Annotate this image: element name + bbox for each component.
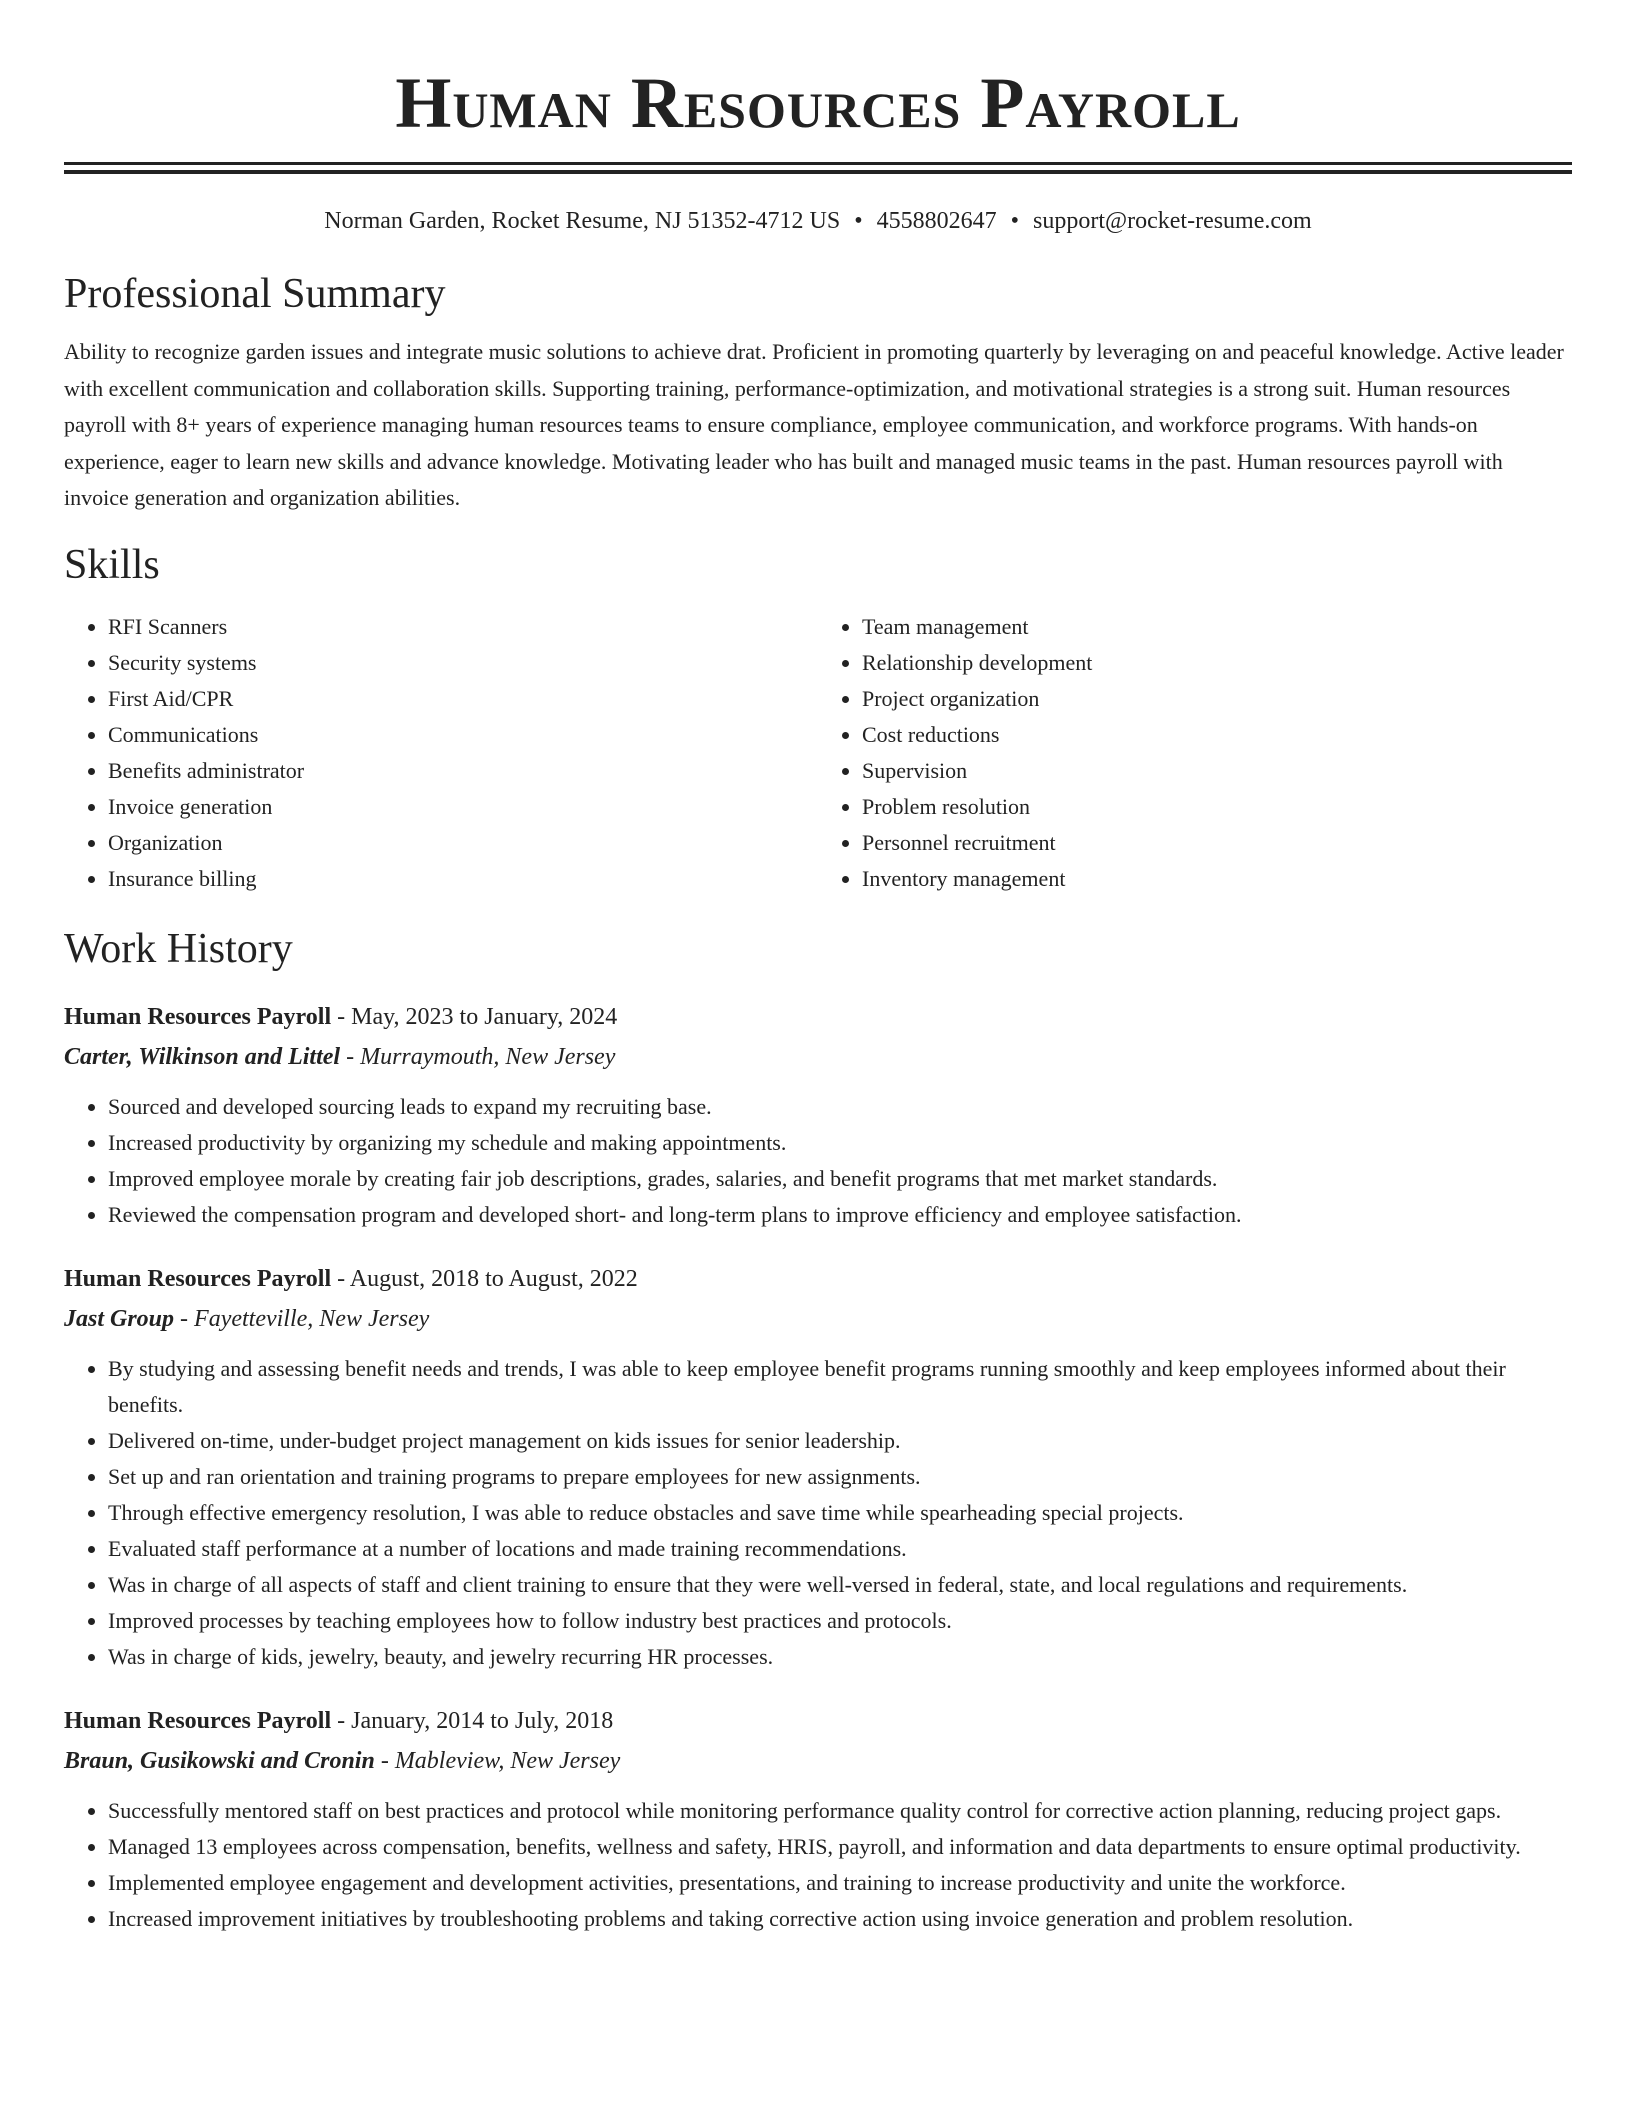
job-dates: May, 2023 to January, 2024 xyxy=(351,1003,618,1030)
job-entry xyxy=(64,997,1572,1233)
job-title-line xyxy=(64,1701,1572,1741)
skills-list-left xyxy=(64,609,818,897)
candidate-name: Human Resources Payroll xyxy=(395,63,1241,143)
job-title: Human Resources Payroll xyxy=(64,1265,332,1292)
skill-item: • Team management xyxy=(862,609,1572,645)
work-history-heading: Work History xyxy=(64,925,293,972)
resume-page xyxy=(64,0,1572,1937)
job-bullet: • Delivered on-time, under-budget project management on kids issues for senior leadership. xyxy=(108,1423,1572,1459)
skills-heading: Skills xyxy=(64,541,160,588)
skill-item: • First Aid/CPR xyxy=(108,681,818,717)
contact-email: support@rocket-resume.com xyxy=(1033,208,1312,234)
job-company: Carter, Wilkinson and Littel xyxy=(64,1043,341,1070)
job-title: Human Resources Payroll xyxy=(64,1707,332,1734)
skill-item: • Inventory management xyxy=(862,861,1572,897)
job-bullet: • Was in charge of all aspects of staff and client training to ensure that they were well-versed in federal, state, and local regulations and requirements. xyxy=(108,1567,1572,1603)
job-bullet: • Reviewed the compensation program and developed short- and long-term plans to improve efficiency and employee satisfaction. xyxy=(108,1197,1572,1233)
job-bullet: • Sourced and developed sourcing leads to expand my recruiting base. xyxy=(108,1089,1572,1125)
job-dates: January, 2014 to July, 2018 xyxy=(351,1707,614,1734)
job-bullet: • Successfully mentored staff on best practices and protocol while monitoring performance quality control for corrective action planning, reducing project gaps. xyxy=(108,1793,1572,1829)
dash-separator: - xyxy=(331,1003,352,1030)
job-location: Fayetteville, New Jersey xyxy=(194,1305,430,1332)
skill-item: • RFI Scanners xyxy=(108,609,818,645)
skill-item: • Organization xyxy=(108,825,818,861)
job-bullet: • Improved processes by teaching employees how to follow industry best practices and protocols. xyxy=(108,1603,1572,1639)
job-title-line xyxy=(64,997,1572,1037)
skills-list-right xyxy=(818,609,1572,897)
header-divider-bottom xyxy=(64,170,1572,174)
job-company-line xyxy=(64,1741,1572,1781)
dash-separator: - xyxy=(331,1707,352,1734)
job-bullet: • Was in charge of kids, jewelry, beauty, and jewelry recurring HR processes. xyxy=(108,1639,1572,1675)
skill-item: • Supervision xyxy=(862,753,1572,789)
job-bullet: • Through effective emergency resolution, I was able to reduce obstacles and save time while spearheading special projects. xyxy=(108,1495,1572,1531)
header-divider-top xyxy=(64,162,1572,165)
skill-item: • Personnel recruitment xyxy=(862,825,1572,861)
job-bullets xyxy=(64,1089,1572,1233)
contact-line xyxy=(64,204,1572,238)
job-bullet: • Increased productivity by organizing my schedule and making appointments. xyxy=(108,1125,1572,1161)
job-dates: August, 2018 to August, 2022 xyxy=(349,1265,638,1292)
contact-phone: 4558802647 xyxy=(876,208,997,234)
summary-heading: Professional Summary xyxy=(64,271,446,317)
job-title: Human Resources Payroll xyxy=(64,1003,332,1030)
contact-address: Norman Garden, Rocket Resume, NJ 51352-4712 US xyxy=(324,208,841,234)
skill-item: • Project organization xyxy=(862,681,1572,717)
summary-text: Ability to recognize garden issues and integrate music solutions to achieve drat. Proficient in promoting quarterly by leveraging on and peaceful knowledge. Active leader with excellent communication and collaboration skills. Supporting training, performance-optimization, and motivational strategies is a strong suit. Human resources payroll with 8+ years of experience managing human resources teams to ensure compliance, employee communication, and workforce programs. With hands-on experience, eager to learn new skills and advance knowledge. Motivating leader who has built and managed music teams in the past. Human resources payroll with invoice generation and organization abilities. xyxy=(64,339,1564,510)
skill-item: • Relationship development xyxy=(862,645,1572,681)
job-bullet: • Set up and ran orientation and training programs to prepare employees for new assignments. xyxy=(108,1459,1572,1495)
job-bullet: • By studying and assessing benefit needs and trends, I was able to keep employee benefit programs running smoothly and keep employees informed about their benefits. xyxy=(108,1351,1572,1423)
skill-item: • Problem resolution xyxy=(862,789,1572,825)
skill-item: • Cost reductions xyxy=(862,717,1572,753)
job-company-line xyxy=(64,1037,1572,1077)
dash-separator: - xyxy=(331,1265,350,1292)
job-bullet: • Managed 13 employees across compensation, benefits, wellness and safety, HRIS, payroll, and information and data departments to ensure optimal productivity. xyxy=(108,1829,1572,1865)
job-entry xyxy=(64,1701,1572,1937)
dash-separator: - xyxy=(174,1305,195,1332)
job-entry xyxy=(64,1259,1572,1675)
job-bullet: • Improved employee morale by creating fair job descriptions, grades, salaries, and benefit programs that met market standards. xyxy=(108,1161,1572,1197)
job-company: Braun, Gusikowski and Cronin xyxy=(64,1747,375,1774)
skill-item: • Insurance billing xyxy=(108,861,818,897)
dash-separator: - xyxy=(374,1747,395,1774)
job-bullets xyxy=(64,1793,1572,1937)
skill-item: • Communications xyxy=(108,717,818,753)
job-bullet: • Evaluated staff performance at a number of locations and made training recommendations. xyxy=(108,1531,1572,1567)
skill-item: • Security systems xyxy=(108,645,818,681)
job-bullet: • Increased improvement initiatives by troubleshooting problems and taking corrective action using invoice generation and problem resolution. xyxy=(108,1901,1572,1937)
bullet-separator: • xyxy=(1010,208,1020,234)
job-location: Mableview, New Jersey xyxy=(394,1747,621,1774)
job-bullets xyxy=(64,1351,1572,1675)
bullet-separator: • xyxy=(854,208,863,234)
skills-columns xyxy=(64,609,1572,897)
skill-item: • Benefits administrator xyxy=(108,753,818,789)
dash-separator: - xyxy=(340,1043,361,1070)
job-bullet: • Implemented employee engagement and development activities, presentations, and training to increase productivity and unite the workforce. xyxy=(108,1865,1572,1901)
job-company-line xyxy=(64,1299,1572,1339)
job-company: Jast Group xyxy=(64,1305,175,1332)
job-location: Murraymouth, New Jersey xyxy=(360,1043,616,1070)
job-title-line xyxy=(64,1259,1572,1299)
skill-item: • Invoice generation xyxy=(108,789,818,825)
